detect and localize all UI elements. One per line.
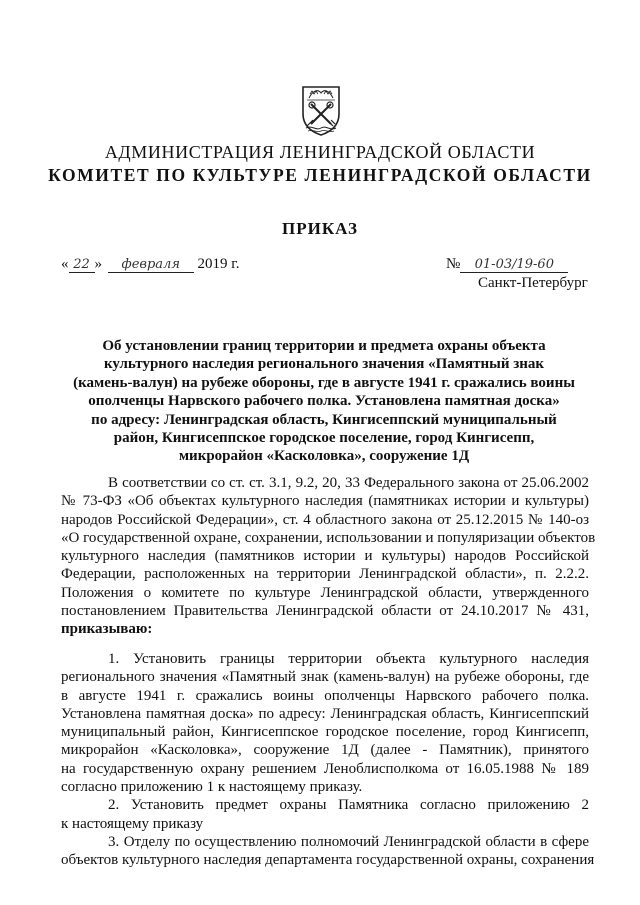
title-line: район, Кингисеппское городское поселение, город Кингисепп, — [113, 430, 535, 447]
preamble-line: постановлением Правительства Ленинградской области от 24.10.2017 № 431, — [61, 603, 589, 620]
document-type-heading: ПРИКАЗ — [282, 219, 358, 238]
item-line: в августе 1941 г. сражались воины ополченцы Нарвского рабочего полка. — [61, 687, 589, 704]
order-item-1 — [61, 650, 589, 796]
title-line: ополченцы Нарвского рабочего полка. Установлена памятная доска» — [88, 393, 560, 410]
preamble-action: приказываю: — [61, 621, 153, 638]
item-line: на государственную охрану решением Леноблисполкома от 16.05.1988 № 189 — [61, 760, 589, 777]
preamble-line: культурного наследия (памятников истории и культуры) народов Российской — [61, 548, 589, 565]
item-line: муниципальный район, Кингисеппское городское поселение, город Кингисепп, — [61, 724, 589, 741]
order-title — [64, 337, 584, 466]
title-line: микрорайон «Касколовка», сооружение 1Д — [178, 448, 470, 465]
organization-line-2: КОМИТЕТ ПО КУЛЬТУРЕ ЛЕНИНГРАДСКОЙ ОБЛАСТИ — [48, 165, 592, 185]
item-line: к настоящему приказу — [61, 815, 204, 832]
organization-line-1: АДМИНИСТРАЦИЯ ЛЕНИНГРАДСКОЙ ОБЛАСТИ — [104, 142, 536, 162]
preamble-line: В соответствии со ст. ст. 3.1, 9.2, 20, 33 Федерального закона от 25.06.2002 — [108, 475, 589, 491]
title-line: (камень-валун) на рубеже обороны, где в августе 1941 г. сражались воины — [73, 374, 575, 391]
handwritten-day: 22 — [69, 257, 95, 273]
handwritten-number: 01-03/19-60 — [460, 257, 568, 273]
document-number — [446, 256, 568, 273]
document-city: Санкт-Петербург — [478, 275, 588, 291]
order-item-3 — [61, 833, 595, 870]
title-line: по адресу: Ленинградская область, Кингисеппский муниципальный — [91, 411, 557, 428]
order-item-2 — [61, 796, 589, 833]
date-year: 2019 г. — [197, 256, 240, 272]
date-quote-close: » — [94, 256, 102, 272]
item-line: согласно приложению 1 к настоящему приказу. — [61, 779, 363, 796]
item-line: 1. Установить границы территории объекта культурного наследия — [108, 651, 589, 667]
item-line: 2. Установить предмет охраны Памятника согласно приложению 2 — [108, 797, 589, 814]
title-line: культурного наследия регионального значения «Памятный знак — [103, 356, 545, 373]
order-items — [61, 650, 595, 870]
preamble-line: народов Российской Федерации», ст. 4 областного закона от 25.12.2015 № 140-оз — [61, 511, 589, 528]
coat-of-arms-icon — [300, 84, 342, 136]
item-line: регионального значения «Памятный знак (камень-валун) на рубеже обороны, где — [61, 669, 589, 686]
preamble-line: «О государственной охране, сохранении, использовании и популяризации объектов — [61, 529, 596, 546]
number-label: № — [446, 256, 461, 272]
preamble-line: № 73-ФЗ «Об объектах культурного наследия (памятниках истории и культуры) — [61, 493, 589, 510]
item-line: Установлена памятная доска» по адресу: Ленинградская область, Кингисеппский — [61, 705, 589, 722]
item-line: 3. Отделу по осуществлению полномочий Ленинградской области в сфере — [108, 833, 589, 850]
title-line: Об установлении границ территории и предмета охраны объекта — [102, 338, 546, 354]
item-line: микрорайон «Касколовка», сооружение 1Д (далее - Памятник), принятого — [61, 742, 589, 759]
handwritten-month: февраля — [108, 257, 194, 273]
preamble-line: Положения о комитете по культуре Ленинградской области, утвержденного — [61, 584, 589, 601]
document-date — [61, 256, 239, 273]
date-quote-open: « — [61, 256, 69, 272]
preamble-paragraph — [61, 474, 596, 639]
item-line: объектов культурного наследия департамента государственной охраны, сохранения — [61, 852, 595, 869]
preamble-line: Федерации, расположенных на территории Ленинградской области», п. 2.2.2. — [61, 566, 589, 583]
